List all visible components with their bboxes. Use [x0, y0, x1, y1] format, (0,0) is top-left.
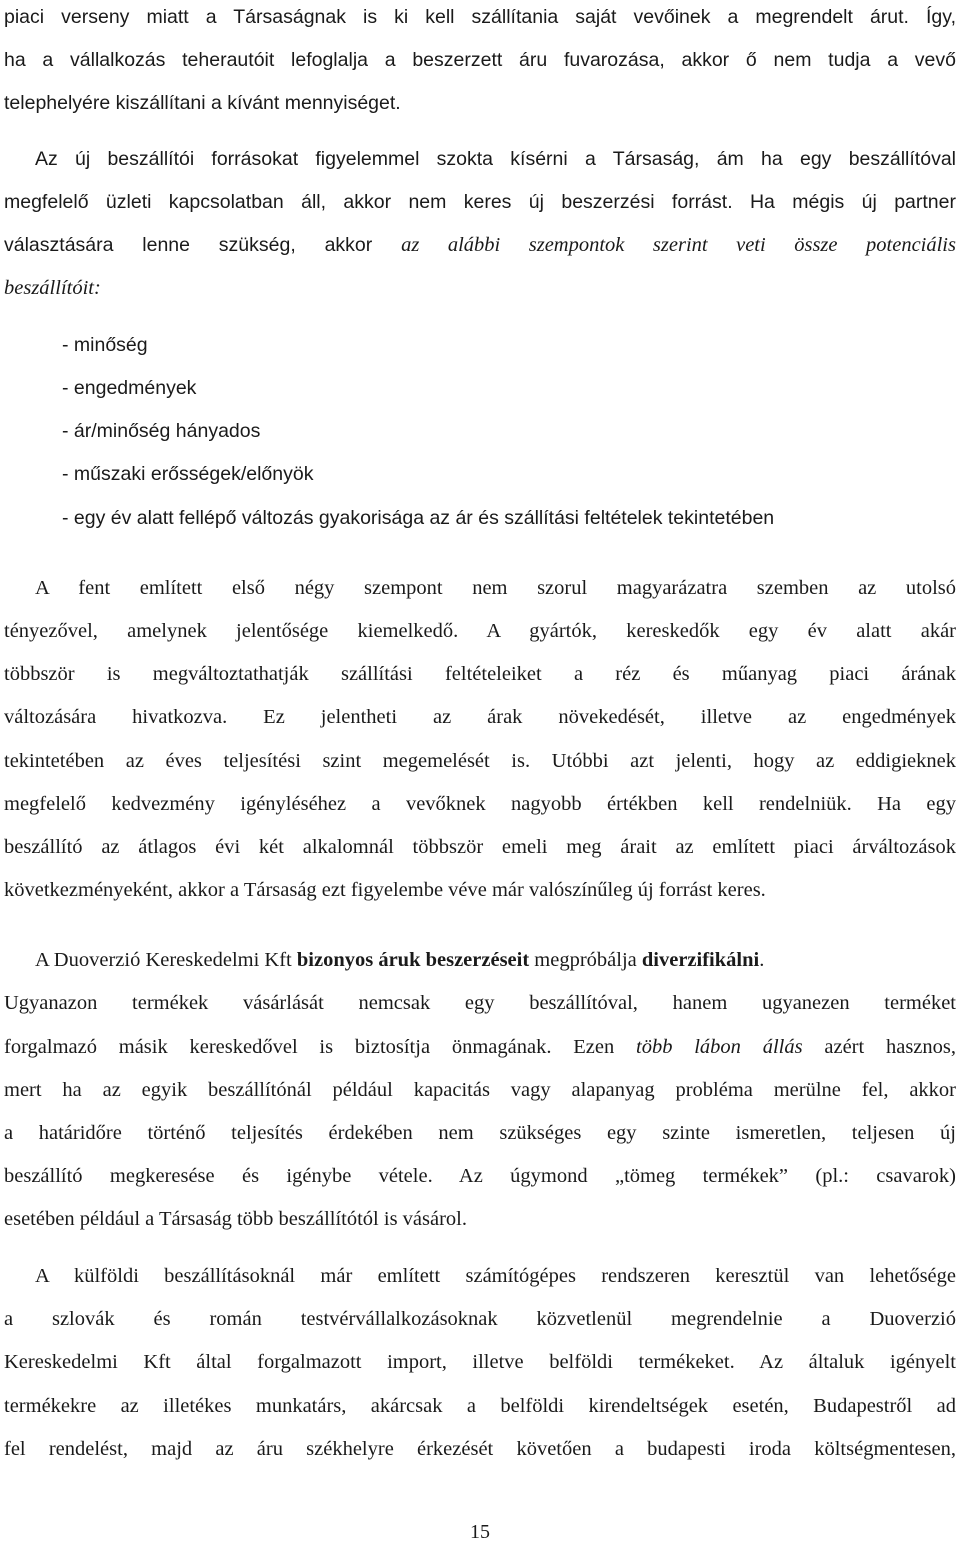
text-line: beszállító az átlagos évi két alkalomnál többször emeli meg árait az említett piaci árváltozások	[4, 836, 956, 858]
text-line: tényezővel, amelynek jelentősége kiemelkedő. A gyártók, kereskedők egy év alatt akár	[4, 620, 956, 642]
list-item: - egy év alatt fellépő változás gyakorisága az ár és szállítási feltételek tekintetében	[62, 507, 775, 529]
text-line: Ugyanazon termékek vásárlását nemcsak egy beszállítóval, hanem ugyanezen terméket	[4, 992, 956, 1014]
italic-text: az alábbi szempontok szerint veti össze potenciális	[401, 234, 956, 256]
text-line: telephelyére kiszállítani a kívánt mennyiséget.	[4, 92, 401, 114]
list-item: - műszaki erősségek/előnyök	[62, 463, 314, 485]
text-line: piaci verseny miatt a Társaságnak is ki kell szállítania saját vevőinek a megrendelt árut. Így,	[4, 6, 956, 28]
text-line: ha a vállalkozás teherautóit lefoglalja a beszerzett áru fuvarozása, akkor ő nem tudja a vevő	[4, 49, 956, 71]
text-line: esetében például a Társaság több beszállítótól is vásárol.	[4, 1208, 468, 1230]
list-item: - minőség	[62, 334, 148, 356]
text-line: mert ha az egyik beszállítónál például kapacitás vagy alapanyag probléma merülne fel, akkor	[4, 1079, 956, 1101]
list-item: - ár/minőség hányados	[62, 420, 261, 442]
text-line: többször is megváltoztathatják szállítási feltételeiket a réz és műanyag piaci árának	[4, 663, 956, 685]
text-line: termékekre az illetékes munkatárs, akárcsak a belföldi kirendeltségek esetén, Budapestről ad	[4, 1395, 956, 1417]
text-line: választására lenne szükség, akkor az alábbi szempontok szerint veti össze potenciális	[4, 234, 956, 256]
text-line	[4, 275, 956, 301]
italic-text: több lábon állás	[636, 1036, 803, 1058]
text-line: Kereskedelmi Kft által forgalmazott import, illetve belföldi termékeket. Az általuk igényelt	[4, 1351, 956, 1373]
text-line: a határidőre történő teljesítés érdekében nem szükséges egy szinte ismeretlen, teljesen új	[4, 1122, 956, 1144]
bold-text: diverzifikálni	[641, 949, 760, 971]
page-number: 15	[470, 1521, 490, 1543]
text-line: megfelelő kedvezmény igényléséhez a vevőknek nagyobb értékben kell rendelniük. Ha egy	[4, 793, 956, 815]
text-line: változására hivatkozva. Ez jelentheti az árak növekedését, illetve az engedmények	[4, 706, 956, 728]
italic-text: beszállítóit:	[4, 277, 101, 299]
text-line: beszállító megkeresése és igénybe vétele. Az úgymond „tömeg termékek” (pl.: csavarok)	[4, 1165, 956, 1187]
text-line: fel rendelést, majd az áru székhelyre érkezését követően a budapesti iroda költségmentesen,	[4, 1438, 956, 1460]
text-line: megfelelő üzleti kapcsolatban áll, akkor nem keres új beszerzési forrást. Ha mégis új partner	[4, 191, 956, 213]
list-item: - engedmények	[62, 377, 197, 399]
text-line: Az új beszállítói forrásokat figyelemmel szokta kísérni a Társaság, ám ha egy beszállítóval	[35, 148, 956, 170]
bold-text: bizonyos áruk beszerzéseit	[296, 949, 530, 971]
text-line: A külföldi beszállításoknál már említett számítógépes rendszeren keresztül van lehetősége	[35, 1265, 956, 1287]
text-line: tekintetében az éves teljesítési szint megemelését is. Utóbbi azt jelenti, hogy az eddigieknek	[4, 750, 956, 772]
text-line: A fent említett első négy szempont nem szorul magyarázatra szemben az utolsó	[35, 577, 956, 599]
text-line: a szlovák és román testvérvállalkozásoknak közvetlenül megrendelnie a Duoverzió	[4, 1308, 956, 1330]
text-line: forgalmazó másik kereskedővel is biztosítja önmagának. Ezen több lábon állás azért hasznos,	[4, 1036, 957, 1058]
text-line: A Duoverzió Kereskedelmi Kft bizonyos áruk beszerzéseit megpróbálja diverzifikálni.	[35, 949, 765, 971]
text-line: következményeként, akkor a Társaság ezt figyelembe véve már valószínűleg új forrást keres.	[4, 879, 766, 901]
